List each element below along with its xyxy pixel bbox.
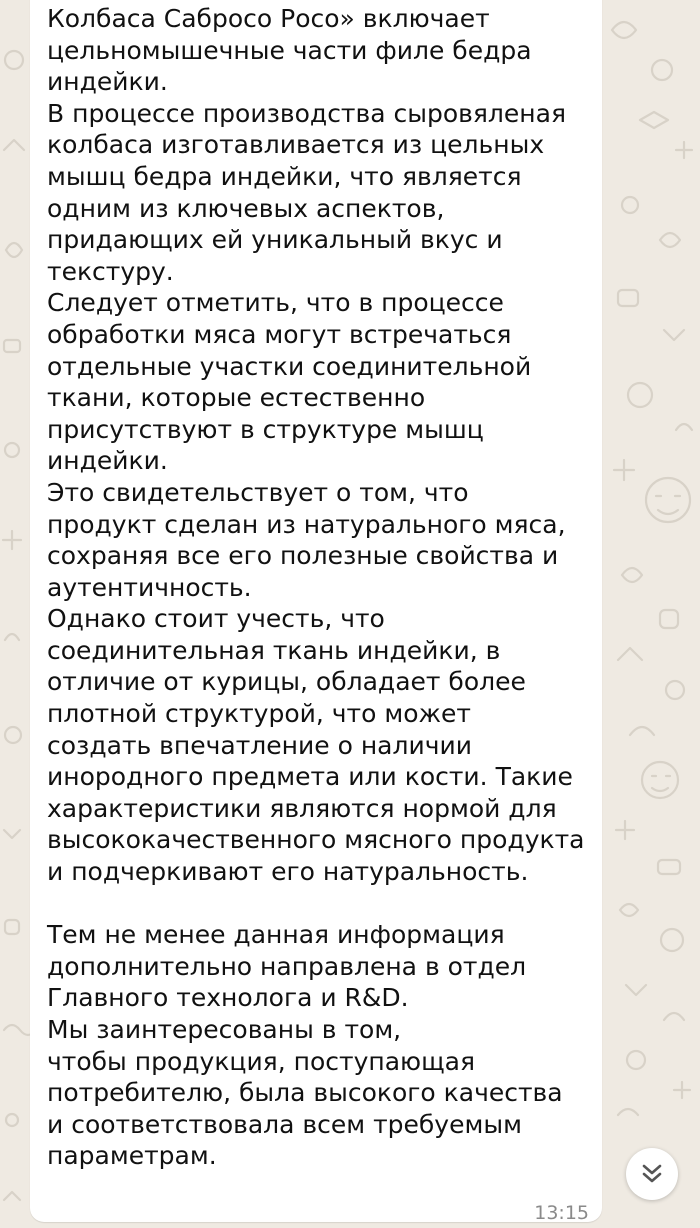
double-chevron-down-icon <box>639 1161 665 1187</box>
scroll-down-button[interactable] <box>626 1148 678 1200</box>
message-text: Колбаса Сабросо Росо» включает цельномышечные части филе бедра индейки. В процессе производства сыровяленая колбаса изготавливается из цельных мышц бедра индейки, что является одним из ключевых аспектов, придающих ей уникальный вкус и текстуру. Следует отметить, что в процессе обработки мяса могут встречаться отдельные участки соединительной ткани, которые естественно присутствуют в структуре мышц индейки. Это свидетельствует о том, что продукт сделан из натурального мяса, сохраняя все его полезные свойства и аутентичность. Однако стоит учесть, что соединительная ткань индейки, в отличие от курицы, обладает более плотной структурой, что может создать впечатление о наличии инородного предмета или кости. Такие характеристики являются нормой для высококачественного мясного продукта и подчеркивают его натуральность. Тем не менее данная информация дополнительно направлена в отдел Главного технолога и R&D. Мы заинтересованы в том, чтобы продукция, поступающая потребителю, была высокого качества и соответствовала всем требуемым параметрам. <box>47 4 585 1171</box>
message-time: 13:15 <box>534 1202 589 1224</box>
